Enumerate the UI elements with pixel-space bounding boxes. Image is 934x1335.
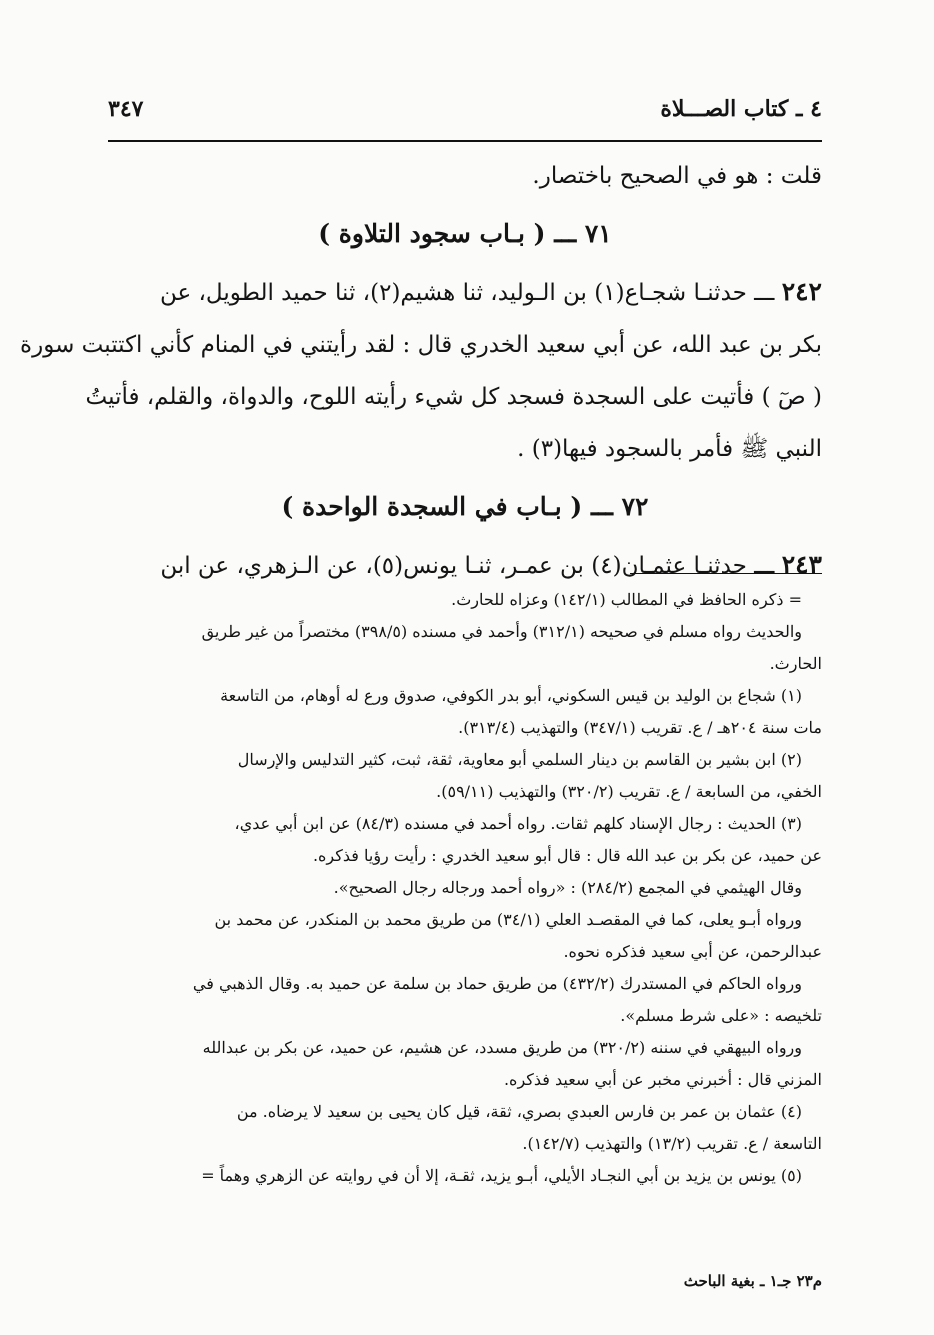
running-header [108,92,822,132]
footnote-line: ورواه البيهقي في سننه (٣٢٠/٢) من طريق مسدد، عن هشيم، عن حميد، عن بكر بن عبدالله [202,1038,802,1057]
footnote-line: (٣) الحديث : رجال الإسناد كلهم ثقات. رواه أحمد في مسنده (٨٤/٣) عن ابن أبي عدي، [234,814,802,833]
footnote-separator [630,573,822,574]
footnote-line: (١) شجاع بن الوليد بن قيس السكوني، أبو بدر الكوفي، صدوق ورع له أوهام، من التاسعة [220,686,802,705]
hadith-242-line-1 [108,266,822,319]
footnote-line: الحارث. [769,654,822,673]
footnote-line: (٤) عثمان بن عمر بن فارس العبدي بصري، ثقة، قيل كان يحيى بن سعيد لا يرضاه. من [236,1102,802,1121]
hadith-text: ـــ حدثنـا عثمـان(٤) بن عمـر، ثنـا يونس(٥)، عن الـزهري، عن ابن [160,553,775,579]
page-number: ٣٤٧ [108,96,144,122]
footnote-line: عبدالرحمن، عن أبي سعيد فذكره نحوه. [563,942,822,961]
footnote-line: ورواه أبـو يعلى، كما في المقصـد العلي (٣٤/١) من طريق محمد بن المنكدر، عن محمد بن [214,910,802,929]
footnotes [108,584,822,1192]
main-text [20,150,822,592]
hadith-242-line-2: بكر بن عبد الله، عن أبي سعيد الخدري قال : لقد رأيتني في المنام كأني اكتتبت سورة [20,332,822,358]
page-footer: م٢٣ جـ١ ـ بغية الباحث [683,1272,822,1290]
hadith-242-line-3: ( صٓ ) فأتيت على السجدة فسجد كل شيء رأيته اللوح، والدواة، والقلم، فأتيتُ [85,384,822,410]
footnote-line: المزني قال : أخبرني مخبر عن أبي سعيد فذكره. [503,1070,822,1089]
footnote-line: وقال الهيثمي في المجمع (٢٨٤/٢) : «رواه أحمد ورجاله رجال الصحيح». [333,878,802,897]
hadith-number: ٢٤٢ [781,277,822,306]
footnote-line: ورواه الحاكم في المستدرك (٤٣٢/٢) من طريق حماد بن سلمة عن حميد به. وقال الذهبي في [192,974,802,993]
intro-line: قلت : هو في الصحيح باختصار. [532,163,822,189]
footnote-line: (٥) يونس بن يزيد بن أبي النجـاد الأيلي، أبـو يزيد، ثقـة، إلا أن في روايته عن الزهري وهماً = [201,1166,802,1185]
hadith-number: ٢٤٣ [781,550,822,579]
footnote-line: التاسعة / ع. تقريب (١٣/٢) والتهذيب (١٤٢/٧). [522,1134,822,1153]
hadith-242-line-4: النبي ﷺ فأمر بالسجود فيها(٣) . [517,436,822,462]
chapter-heading-72: ٧٢ ـــ ( بـاب في السجدة الواحدة ) [281,492,649,521]
footnote-line: تلخيصه : «على شرط مسلم». [620,1006,822,1025]
header-rule [108,140,822,142]
footnote-line: عن حميد، عن بكر بن عبد الله قال : قال أبو سعيد الخدري : رأيت رؤيا فذكره. [312,846,822,865]
footnote-line: (٢) ابن بشير بن القاسم بن دينار السلمي أبو معاوية، ثقة، ثبت، كثير التدليس والإرسال [237,750,802,769]
chapter-heading-71: ٧١ ـــ ( بـاب سجود التلاوة ) [318,219,612,248]
footnote-line: الخفي، من السابعة / ع. تقريب (٣٢٠/٢) والتهذيب (٥٩/١١). [436,782,822,801]
footnote-line: = ذكره الحافظ في المطالب (١٤٢/١) وعزاه للحارث. [451,590,802,609]
hadith-text: ـــ حدثنـا شجـاع(١) بن الـوليد، ثنا هشيم(٢)، ثنا حميد الطويل، عن [159,280,775,306]
chapter-title: ٤ ـ كتاب الصـــلاة [660,96,822,122]
footnote-line: مات سنة ٢٠٤هـ / ع. تقريب (٣٤٧/١) والتهذيب (٣١٣/٤). [458,718,822,737]
footnote-line: والحديث رواه مسلم في صحيحه (٣١٢/١) وأحمد في مسنده (٣٩٨/٥) مختصراً من غير طريق [201,622,802,641]
